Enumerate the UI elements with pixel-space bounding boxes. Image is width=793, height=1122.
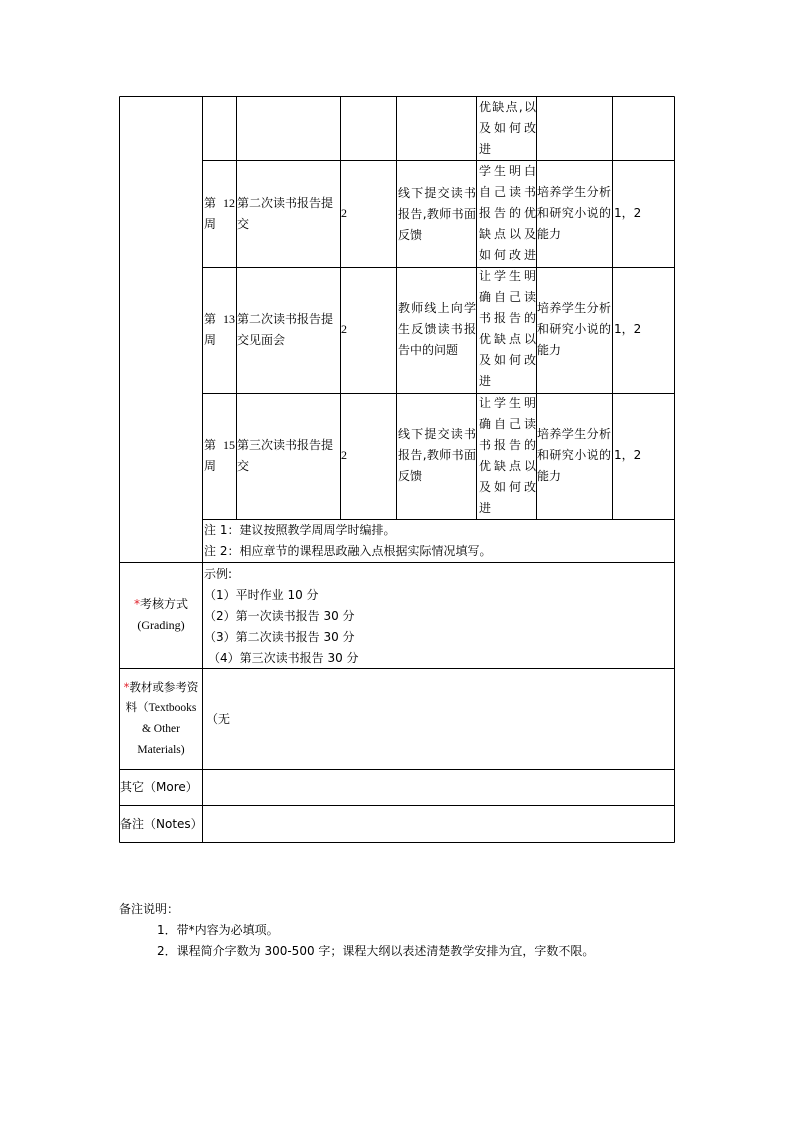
hours-cell: 2: [341, 206, 347, 220]
objective-cell: 1，2: [614, 322, 642, 336]
outcome-cell: 让学生明 确自己读 书报告的 优缺点以 及如何改 进: [479, 269, 536, 388]
objective-cell: 1，2: [614, 448, 642, 462]
schedule-note: 注 2：相应章节的课程思政融入点根据实际情况填写。: [204, 544, 492, 558]
grading-item: （2）第一次读书报告 30 分: [204, 609, 355, 623]
objective-cell: 1，2: [614, 206, 642, 220]
more-label: 其它（More）: [120, 780, 198, 794]
footer-item: 2．课程简介字数为 300-500 字；课程大纲以表述清楚教学安排为宜，字数不限。: [157, 944, 595, 958]
grading-item: （4）第三次读书报告 30 分: [208, 651, 359, 665]
textbooks-value: （无: [206, 712, 231, 726]
hours-cell: 2: [341, 448, 347, 462]
continuation-eval: 优缺点,以 及如何改 进: [479, 100, 536, 156]
grading-label: *考核方式 (Grading): [133, 597, 188, 632]
outcome-cell: 学生明白 自己读书 报告的优 缺点以及 如何改进: [479, 164, 536, 262]
footer-title: 备注说明：: [119, 902, 180, 916]
goal-cell: 培养学生分析 和研究小说的 能力: [537, 427, 611, 483]
grading-content: 示例: （1）平时作业 10 分 （2）第一次读书报告 30 分 （3）第二次读书报告 30 分 （4）第三次读书报告 30 分: [204, 564, 672, 669]
hours-cell: 2: [341, 322, 347, 336]
week-cell: 第 12 周: [204, 196, 235, 231]
content-cell: 第二次读书报告提 交见面会: [237, 312, 334, 347]
schedule-note: 注 1：建议按照教学周周学时编排。: [204, 523, 396, 537]
textbooks-label: *教材或参考资 料（Textbooks & Other Materials): [123, 680, 199, 756]
goal-cell: 培养学生分析 和研究小说的 能力: [537, 185, 611, 241]
goal-cell: 培养学生分析 和研究小说的 能力: [537, 301, 611, 357]
week-cell: 第 15 周: [204, 438, 235, 473]
method-cell: 线下提交读书 报告,教师书面 反馈: [398, 186, 476, 242]
content-cell: 第三次读书报告提 交: [237, 438, 334, 473]
grading-item: （1）平时作业 10 分: [204, 588, 319, 602]
footer-item: 1．带*内容为必填项。: [157, 923, 279, 937]
schedule-notes: [204, 520, 672, 562]
notes-label: 备注（Notes）: [120, 817, 203, 831]
content-cell: 第二次读书报告提 交: [237, 196, 334, 231]
grading-item: （3）第二次读书报告 30 分: [204, 630, 355, 644]
method-cell: 教师线上向学 生反馈读书报 告中的问题: [398, 301, 476, 357]
outcome-cell: 让学生明 确自己读 书报告的 优缺点以 及如何改 进: [479, 396, 536, 515]
week-cell: 第 13 周: [204, 312, 235, 347]
method-cell: 线下提交读书 报告,教师书面 反馈: [398, 427, 476, 483]
